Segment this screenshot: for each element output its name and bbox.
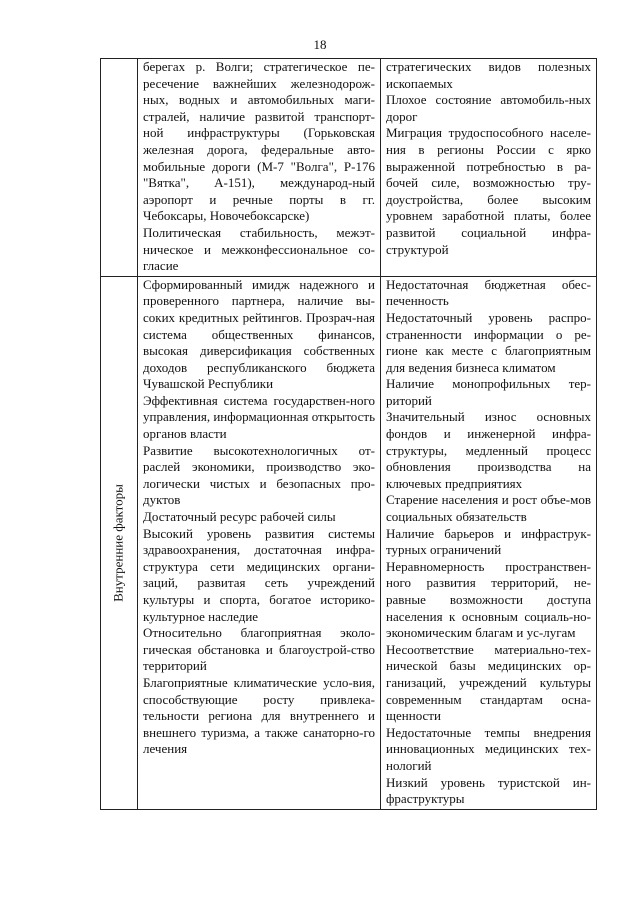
strength-item: Относительно благоприятная эколо-гическая обстановка и благоустрой-ство территорий [143,625,375,674]
strength-item: Высокий уровень развития системы здравоохранения, достаточная инфра-структура сети медицинских органи-заций, развитая сеть учреждений культуры и спорта, богатое историко-культурное наследие [143,525,375,624]
weakness-item: Несоответствие материально-тех-нической базы медицинских ор-ганизаций, учреждений культуры современным стандартам осна-щенности [386,641,591,724]
factor-label-cell [101,276,138,809]
weakness-item: Недостаточная бюджетная обес-печенность [386,276,591,309]
weakness-item: Недостаточный уровень распро-страненности информации о ре-гионе как месте с благоприятным для ведения бизнеса климатом [386,309,591,375]
strength-item: Развитие высокотехнологичных от-раслей экономики, производство эко-логически чистых и безопасных про-дуктов [143,442,375,508]
weakness-item: Наличие монопрофильных тер-риторий [386,376,591,408]
strength-item: Благоприятные климатические усло-вия, способствующие росту привлека-тельности региона для внутреннего и внешнего туризма, а также санаторно-го лечения [143,674,375,757]
page-number: 18 [313,37,327,52]
strengths-cell [138,59,381,277]
weakness-item: Старение населения и рост объе-мов социальных обязательств [386,492,591,525]
weakness-item: Неравномерность пространствен-ного развития территорий, не-равные возможности доступа населения к основным социаль-но-экономическим благам и ус-лугам [386,558,591,641]
strengths-cell [138,276,381,809]
weakness-item: стратегических видов полезных ископаемых [386,59,591,91]
swot-table [100,58,597,810]
weakness-item: Плохое состояние автомобиль-ных дорог [386,92,591,124]
strength-item: Достаточный ресурс рабочей силы [143,509,336,525]
weaknesses-cell [381,59,597,277]
weaknesses-cell [381,276,597,809]
weakness-item: Значительный износ основных фондов и инженерной инфра-структуры, медленный процесс обновления производства на ключевых предприятиях [386,409,591,491]
internal-factors-label: Внутренние факторы [110,483,126,602]
table-row-internal-factors [101,276,597,809]
weakness-item: Низкий уровень туристской ин-фраструктуры [386,774,591,807]
weakness-item: Миграция трудоспособного населе-ния в регионы России с ярко выраженной потребностью в ра-бочей силе, возможностью тру-доустройства, более высоким уровнем заработной платы, более развитой социальной инфра-структурой [386,125,591,257]
strength-item: Политическая стабильность, межэт-ническое и межконфессиональное со-гласие [143,224,375,274]
table-row-continuation [101,59,597,277]
weakness-item: Наличие барьеров и инфраструк-турных ограничений [386,525,591,558]
strength-item: Эффективная система государствен-ного управления, информационная открытость органов власти [143,392,375,442]
strength-item: Сформированный имидж надежного и проверенного партнера, наличие вы-соких кредитных рейтингов. Прозрач-ная система общественных финансов, высокая диверсификация собственных доходов республиканского бюджета Чувашской Республики [143,276,375,392]
strength-item: берегах р. Волги; стратегическое пе-ресечение важнейших железнодорож-ных, водных и автомобильных маги-стралей, наличие развитой транспорт-ной инфраструктуры (Горьковская железная дорога, федеральные авто-мобильные дороги (М-7 "Волга", Р-176 "Вятка", А-151), международ-ный аэропорт и речные порты в гг. Чебоксары, Новочебоксарске) [143,59,375,224]
factor-label-cell-empty [101,59,138,277]
weakness-item: Недостаточные темпы внедрения инновационных медицинских тех-нологий [386,724,591,773]
